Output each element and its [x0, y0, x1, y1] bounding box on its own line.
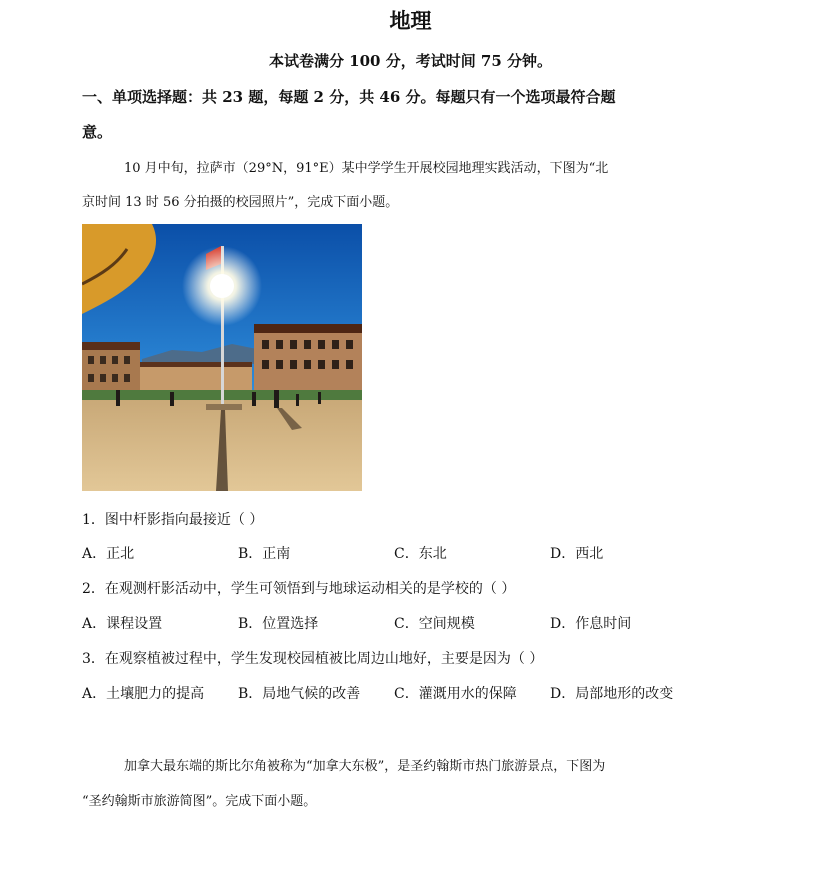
section-heading-line2: 意。 — [82, 123, 113, 141]
passage2-line1: 加拿大最东端的斯比尔角被称为“加拿大东极”，是圣约翰斯市热门旅游景点，下图为 — [124, 759, 606, 774]
question-1-stem: 1．图中杆影指向最接近（ ） — [82, 512, 264, 528]
passage2-line2: “圣约翰斯市旅游简图”。完成下面小题。 — [82, 794, 317, 809]
q2-option-b[interactable]: B．位置选择 — [238, 616, 319, 632]
q2-option-d[interactable]: D．作息时间 — [550, 616, 632, 632]
passage1-line1: 10 月中旬，拉萨市（29°N，91°E）某中学学生开展校园地理实践活动，下图为“北 — [124, 161, 609, 176]
question-3-stem: 3．在观察植被过程中，学生发现校园植被比周边山地好，主要是因为（ ） — [82, 651, 544, 667]
q3-option-b[interactable]: B．局地气候的改善 — [238, 686, 361, 702]
q1-option-c[interactable]: C．东北 — [394, 546, 447, 562]
question-2-stem: 2．在观测杆影活动中，学生可领悟到与地球运动相关的是学校的（ ） — [82, 581, 516, 597]
q1-option-d[interactable]: D．西北 — [550, 546, 604, 562]
q1-option-b[interactable]: B．正南 — [238, 546, 291, 562]
exam-info: 本试卷满分 100 分，考试时间 75 分钟。 — [268, 52, 553, 70]
section-heading-line1: 一、单项选择题：共 23 题，每题 2 分，共 46 分。每题只有一个选项最符合题 — [82, 88, 616, 106]
q3-option-c[interactable]: C．灌溉用水的保障 — [394, 686, 517, 702]
q3-option-a[interactable]: A．土壤肥力的提高 — [82, 686, 205, 702]
page-title: 地理 — [389, 8, 432, 33]
q3-option-d[interactable]: D．局部地形的改变 — [550, 686, 674, 702]
passage1-line2: 京时间 13 时 56 分拍摄的校园照片”，完成下面小题。 — [82, 195, 399, 210]
q2-option-a[interactable]: A．课程设置 — [82, 616, 163, 632]
q2-option-c[interactable]: C．空间规模 — [394, 616, 475, 632]
q1-option-a[interactable]: A．正北 — [82, 546, 135, 562]
campus-photo-illustration — [82, 224, 362, 491]
campus-photo — [82, 224, 362, 491]
